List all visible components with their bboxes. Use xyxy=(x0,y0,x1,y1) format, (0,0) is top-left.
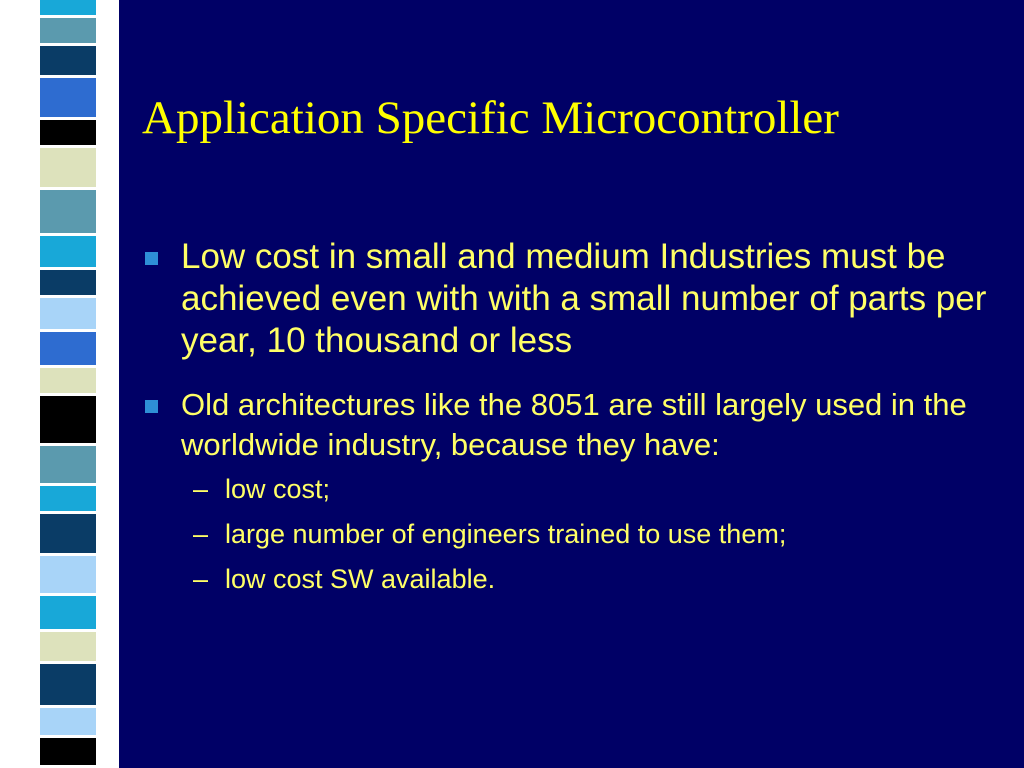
stripe-segment xyxy=(40,270,96,295)
bullet-item-2 xyxy=(143,385,1003,465)
slide-title: Application Specific Microcontroller xyxy=(142,92,839,144)
stripe-segment xyxy=(40,596,96,629)
bullet-item-1 xyxy=(143,236,1003,362)
sub-bullet-text: large number of engineers trained to use them; xyxy=(225,519,787,549)
stripe-segment xyxy=(40,78,96,117)
sub-bullet-item xyxy=(143,473,1003,505)
dash-marker: – xyxy=(193,519,209,549)
stripe-segment xyxy=(40,120,96,145)
square-bullet-icon xyxy=(145,252,158,265)
stripe-segment xyxy=(40,486,96,511)
stripe-segment xyxy=(40,396,96,443)
square-bullet-icon xyxy=(145,400,158,413)
stripe-segment xyxy=(40,368,96,393)
stripe-segment xyxy=(40,556,96,593)
sub-bullet-text: low cost; xyxy=(225,474,331,504)
stripe-segment xyxy=(40,46,96,75)
sub-bullet-item xyxy=(143,563,1003,595)
stripe-segment xyxy=(40,148,96,187)
dash-marker: – xyxy=(193,474,209,504)
dash-marker: – xyxy=(193,564,209,594)
decorative-stripe-column xyxy=(0,0,119,768)
stripe-segment xyxy=(40,708,96,735)
stripe-segment xyxy=(40,332,96,365)
stripe-segment xyxy=(40,632,96,661)
stripe-segment xyxy=(40,190,96,233)
stripe-segment xyxy=(40,236,96,267)
sub-bullet-item xyxy=(143,518,1003,550)
bullet-text: Low cost in small and medium Industries must be achieved even with with a small number of parts per year, 10 thousand or less xyxy=(181,237,987,360)
stripe-segment xyxy=(40,18,96,43)
slide-body xyxy=(143,236,1003,608)
stripe-segment xyxy=(40,446,96,483)
bullet-text: Old architectures like the 8051 are still largely used in the worldwide industry, because they have: xyxy=(181,387,967,462)
sub-bullet-list xyxy=(143,473,1003,595)
stripe-segment xyxy=(40,514,96,553)
sub-bullet-text: low cost SW available. xyxy=(225,564,496,594)
stripe-segment xyxy=(40,664,96,705)
stripe-segment xyxy=(40,298,96,329)
stripe-segment xyxy=(40,738,96,765)
stripe-segment xyxy=(40,0,96,15)
